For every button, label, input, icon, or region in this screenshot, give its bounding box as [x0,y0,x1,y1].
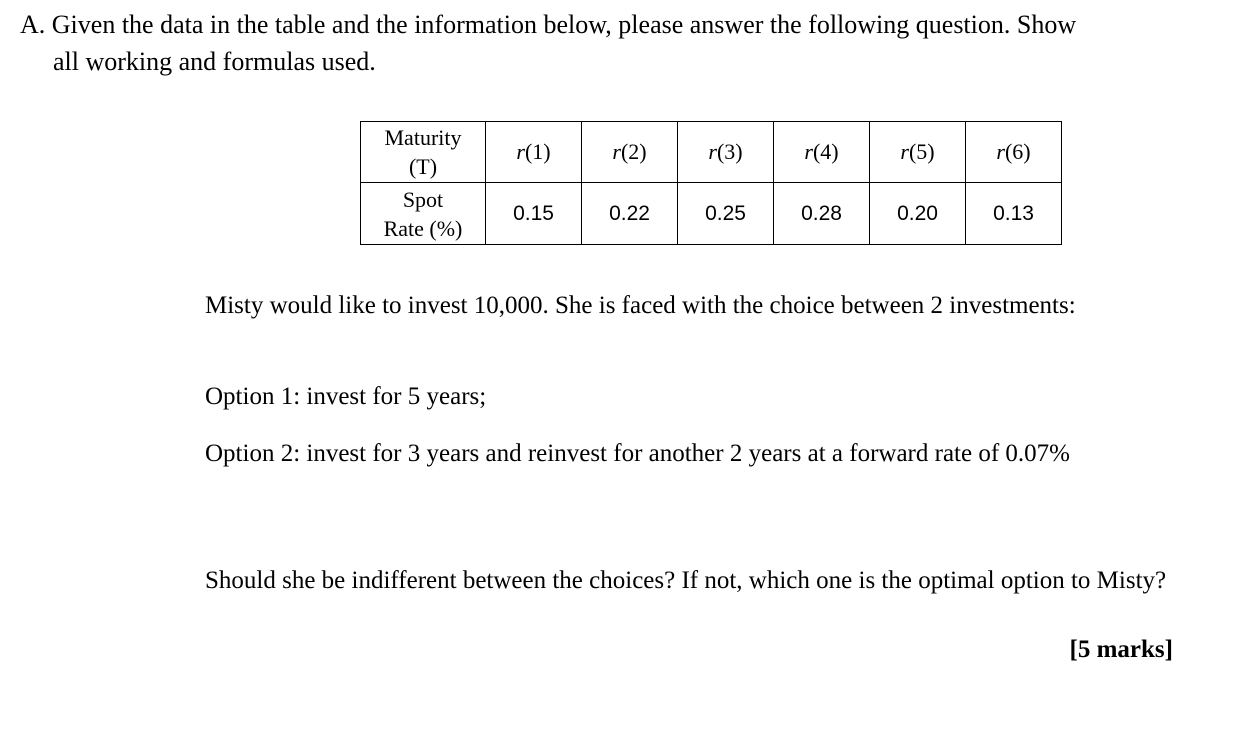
spot-header-line2: Rate (%) [383,215,463,241]
spot-rate-cell-2: 0.22 [582,183,678,245]
spot-rate-row [361,183,1062,245]
maturity-cell-2: r(2) [582,122,678,183]
question-instruction-line1: Given the data in the table and the information below, please answer the following question. Show [51,10,1077,39]
option-2-text: Option 2: invest for 3 years and reinvest for another 2 years at a forward rate of 0.07% [205,440,1070,467]
spot-header-line1: Spot [402,186,444,212]
maturity-header-cell [361,122,486,183]
maturity-row [361,122,1062,183]
spot-rate-cell-5: 0.20 [870,183,966,245]
maturity-header-line1: Maturity [384,125,462,150]
maturity-cell-3: r(3) [678,122,774,183]
option-1-text: Option 1: invest for 5 years; [205,383,487,410]
spot-rate-header-cell [361,183,486,245]
spot-rate-cell-3: 0.25 [678,183,774,245]
question-instruction-line2: all working and formulas used. [53,47,376,76]
question-prompt: Should she be indifferent between the choices? If not, which one is the optimal option to Misty? [205,567,1167,594]
spot-rate-table [360,121,1062,245]
maturity-cell-4: r(4) [774,122,870,183]
question-heading [20,6,1200,80]
maturity-header-line2: (T) [408,154,438,179]
spot-rate-cell-6: 0.13 [966,183,1062,245]
maturity-cell-5: r(5) [870,122,966,183]
maturity-cell-1: r(1) [486,122,582,183]
question-label: A. [20,10,46,39]
spot-rate-cell-1: 0.15 [486,183,582,245]
marks-label: [5 marks] [1069,636,1173,663]
spot-rate-cell-4: 0.28 [774,183,870,245]
maturity-cell-6: r(6) [966,122,1062,183]
investment-intro: Misty would like to invest 10,000. She is faced with the choice between 2 investments: [205,292,1076,319]
